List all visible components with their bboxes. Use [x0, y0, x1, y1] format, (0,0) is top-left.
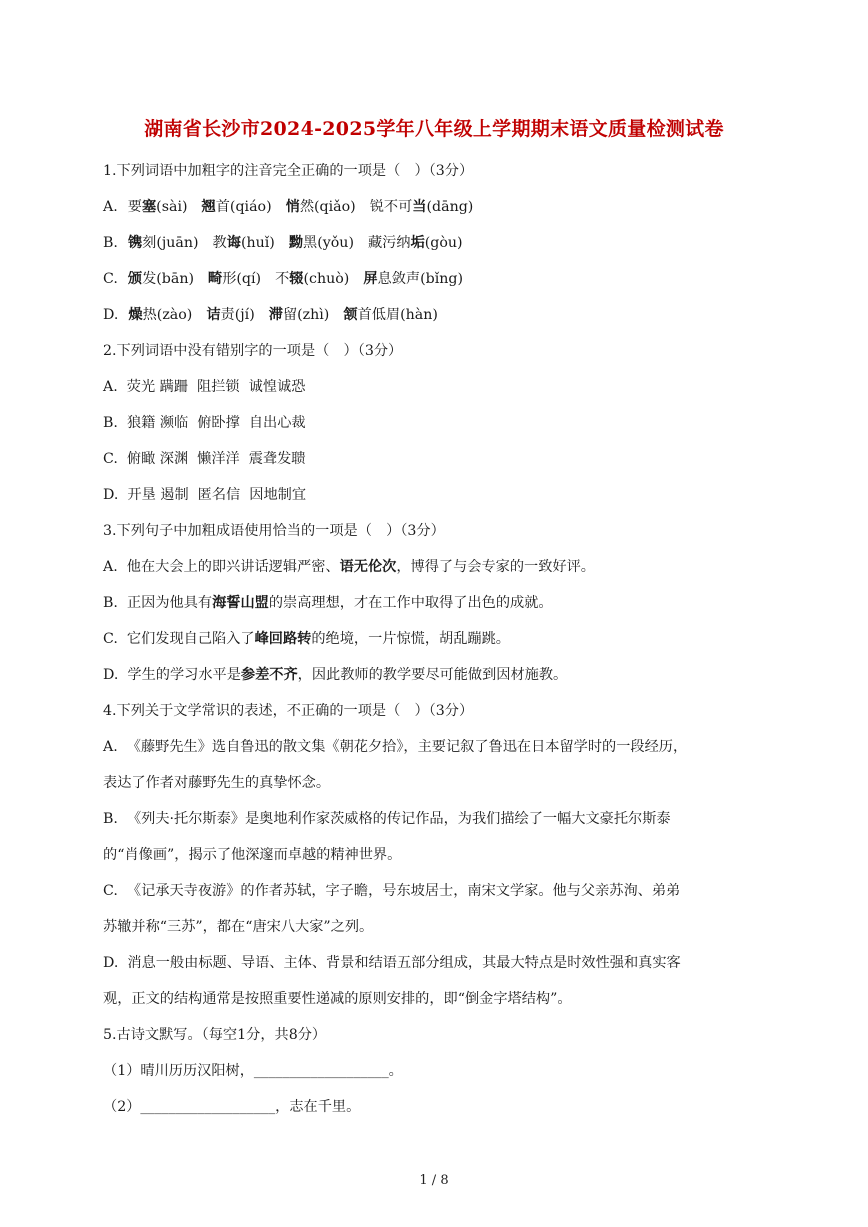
q3-b-idiom: 海誓山盟 — [212, 595, 269, 611]
bold-character: 颔 — [343, 307, 358, 323]
q1-option-d — [103, 301, 766, 337]
bold-character: 辍 — [289, 271, 304, 287]
bold-character: 悄 — [285, 199, 300, 215]
bold-character: 翘 — [201, 199, 216, 215]
q4-option-a-line1: A. 《藤野先生》选自鲁迅的散文集《朝花夕拾》，主要记叙了鲁迅在日本留学时的一段经历， — [103, 739, 688, 755]
q3-d-idiom: 参差不齐 — [240, 667, 298, 683]
page-number: 1 / 8 — [419, 1173, 449, 1188]
q4-option-b-line2: 的“肖像画”，揭示了他深邃而卓越的精神世界。 — [103, 847, 402, 863]
bold-character: 黝 — [288, 235, 304, 251]
q2-option-b: B. 狼籍 濒临 俯卧撑 自出心裁 — [103, 415, 306, 431]
option-letter: A. — [103, 199, 118, 215]
q2-option-c: C. 俯瞰 深渊 懒洋洋 震聋发聩 — [103, 451, 306, 467]
q4-option-a-line2: 表达了作者对藤野先生的真挚怀念。 — [103, 775, 331, 791]
q3-a-text-pre: A. 他在大会上的即兴讲话逻辑严密、 — [103, 559, 340, 575]
q4-stem: 4.下列关于文学常识的表述，不正确的一项是（ ）（3分） — [103, 703, 474, 719]
pinyin-word: 畸形(qí) — [208, 271, 262, 287]
q2-stem: 2.下列词语中没有错别字的一项是（ ）（3分） — [103, 343, 403, 359]
option-letter: D. — [103, 307, 119, 323]
pinyin-word: 颁发(bān) — [127, 271, 194, 287]
q1-stem: 1.下列词语中加粗字的注音完全正确的一项是（ ）（3分） — [103, 163, 474, 179]
q1-option-b — [103, 229, 766, 265]
q3-option-a — [103, 553, 766, 589]
bold-character: 滞 — [268, 307, 283, 323]
q3-stem: 3.下列句子中加粗成语使用恰当的一项是（ ）（3分） — [103, 523, 445, 539]
q3-a-text-post: ，博得了与会专家的一致好评。 — [396, 559, 595, 575]
q5-line-2: （2）___________________，志在千里。 — [103, 1099, 361, 1115]
q2-option-a: A. 荧光 蹒跚 阻拦锁 诚惶诚恐 — [103, 379, 306, 395]
q3-option-c — [103, 625, 766, 661]
q4-option-c-line1: C. 《记承天寺夜游》的作者苏轼，字子瞻，号东坡居士，南宋文学家。他与父亲苏洵、弟弟 — [103, 883, 681, 899]
pinyin-word: 黝黑(yǒu) — [288, 235, 354, 251]
bold-character: 诘 — [206, 307, 221, 323]
pinyin-word: 锐不可当(dāng) — [369, 199, 474, 215]
bold-character: 塞 — [141, 199, 157, 215]
pinyin-word: 要塞(sài) — [127, 199, 188, 215]
pinyin-word: 教诲(huǐ) — [212, 235, 275, 251]
bold-character: 颁 — [127, 271, 143, 287]
q2-option-d: D. 开垦 遏制 匿名信 因地制宜 — [103, 487, 307, 503]
q3-b-text-pre: B. 正因为他具有 — [103, 595, 213, 611]
pinyin-word: 镌刻(juān) — [127, 235, 199, 251]
q5-line-1: （1）晴川历历汉阳树，___________________。 — [103, 1063, 403, 1079]
pinyin-word: 翘首(qiáo) — [201, 199, 272, 215]
question-content — [103, 157, 766, 1129]
q3-c-text-post: 的绝境，一片惊慌，胡乱蹦跳。 — [311, 631, 510, 647]
bold-character: 垢 — [410, 235, 425, 251]
q3-c-text-pre: C. 它们发现自己陷入了 — [103, 631, 255, 647]
q3-a-idiom: 语无伦次 — [339, 559, 397, 575]
pinyin-word: 藏污纳垢(gòu) — [367, 235, 463, 251]
q1-option-c — [103, 265, 766, 301]
bold-character: 屏 — [363, 271, 378, 287]
option-letter: B. — [103, 235, 118, 251]
bold-character: 镌 — [127, 235, 143, 251]
q3-b-text-post: 的崇高理想，才在工作中取得了出色的成就。 — [268, 595, 553, 611]
pinyin-word: 燥热(zào) — [128, 307, 193, 323]
page-title: 湖南省长沙市2024-2025学年八年级上学期期末语文质量检测试卷 — [144, 118, 724, 140]
option-letter: C. — [103, 271, 118, 287]
q3-c-idiom: 峰回路转 — [254, 631, 312, 647]
bold-character: 燥 — [128, 307, 143, 323]
pinyin-word: 不辍(chuò) — [275, 271, 350, 287]
q4-option-c-line2: 苏辙并称“三苏”，都在“唐宋八大家”之列。 — [103, 919, 374, 935]
q3-d-text-pre: D. 学生的学习水平是 — [103, 667, 241, 683]
pinyin-word: 滞留(zhì) — [268, 307, 330, 323]
q5-stem: 5.古诗文默写。（每空1分，共8分） — [103, 1027, 327, 1043]
q3-d-text-post: ，因此教师的教学要尽可能做到因材施教。 — [297, 667, 568, 683]
q4-option-d-line2: 观，正文的结构通常是按照重要性递减的原则安排的，即“倒金字塔结构”。 — [103, 991, 572, 1007]
q4-option-b-line1: B. 《列夫·托尔斯泰》是奥地利作家茨威格的传记作品，为我们描绘了一幅大文豪托尔斯泰 — [103, 811, 671, 827]
q4-option-d-line1: D. 消息一般由标题、导语、主体、背景和结语五部分组成，其最大特点是时效性强和真实客 — [103, 955, 681, 971]
pinyin-word: 诘责(jí) — [206, 307, 255, 323]
bold-character: 诲 — [226, 235, 241, 251]
q1-option-a — [103, 193, 766, 229]
bold-character: 畸 — [208, 271, 223, 287]
q3-option-b — [103, 589, 766, 625]
pinyin-word: 悄然(qiǎo) — [285, 199, 356, 215]
bold-character: 当 — [412, 199, 427, 215]
pinyin-word: 颔首低眉(hàn) — [343, 307, 438, 323]
q3-option-d — [103, 661, 766, 697]
pinyin-word: 屏息敛声(bǐng) — [363, 271, 464, 287]
